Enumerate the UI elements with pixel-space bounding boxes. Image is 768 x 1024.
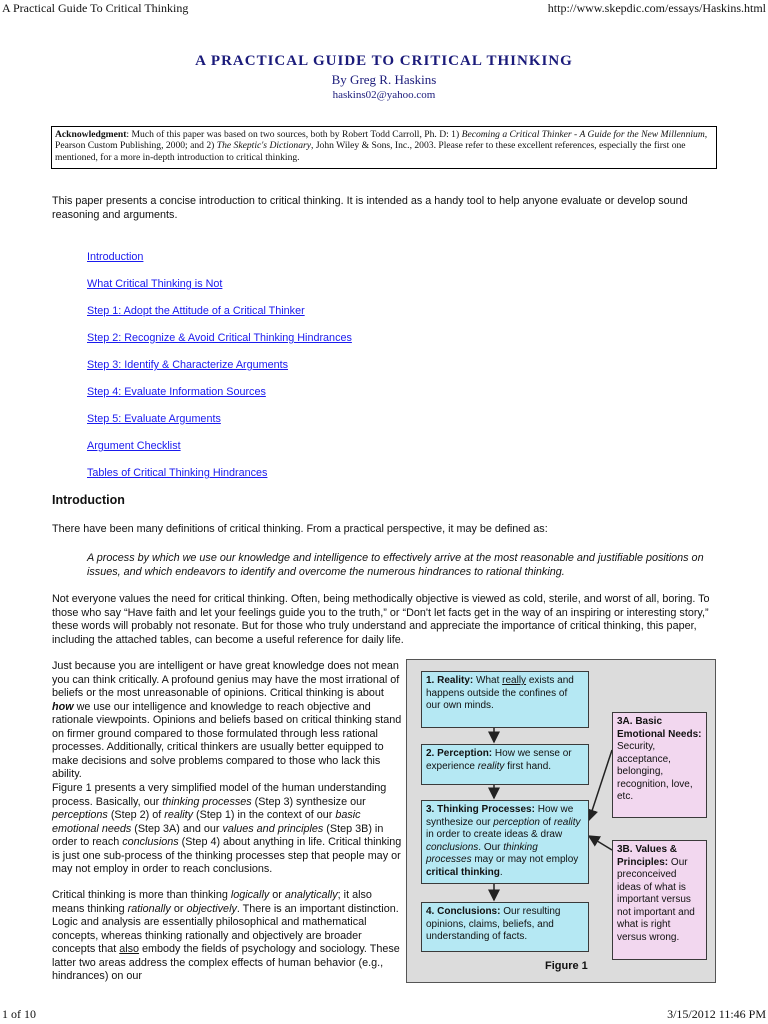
text: we use our intelligence and knowledge to reach objective and rationale viewpoints. Opinions and beliefs based on critical thinking stand on firmer ground compared to those formulated through less rational processes. Additionally, critical thinkers are usually better equipped to make decisions and solve problems compared to those who lack this ability. — [52, 700, 402, 780]
arrow-3a-to-3 — [589, 750, 612, 820]
arrow-3b-to-3 — [589, 836, 612, 850]
text: Figure 1 presents a very simplified model of the human understanding process. Basically, our — [52, 782, 387, 808]
paragraph: Not everyone values the need for critical thinking. Often, being methodically objective is viewed as cold, sterile, and worst of all, boring. To those who say “Have faith and let your feelings guide you to the truth,” or “Don't let facts get in the way of an inspiring or interesting story,” these words will probably not resonate. But for those who truly understand and appreciate the importance of critical thinking, this paper, including the attached tables, can become a useful reference for daily life. — [52, 593, 710, 646]
emphasis: analytically — [284, 889, 338, 901]
box-emphasis: thinking processes — [426, 841, 538, 865]
intro-paragraph: This paper presents a concise introduction to critical thinking. It is intended as a handy tool to help anyone evaluate or develop sound reasoning and arguments. — [52, 195, 688, 221]
box-text: may or may not employ — [471, 854, 579, 865]
box-text: Our preconceived ideas of what is important versus not important and what is right versus wrong. — [617, 856, 695, 943]
reality-box — [421, 671, 589, 728]
box-text: How we synthesize our — [426, 804, 574, 828]
ack-text: , Pearson Custom Publishing, 2000; and 2) — [55, 129, 708, 152]
page-header — [0, 0, 768, 18]
text: (Step 2) of — [107, 809, 165, 821]
text: (Step 1) in the context of our — [193, 809, 336, 821]
emphasis: rationally — [127, 902, 171, 915]
ack-book2: The Skeptic's Dictionary — [216, 140, 312, 152]
section-heading: Introduction — [52, 493, 125, 507]
acknowledgment-box — [51, 126, 717, 169]
emphasis: also — [119, 943, 140, 955]
emphasis: logically — [230, 889, 270, 901]
box-text: of — [539, 816, 554, 828]
toc-link-not[interactable]: What Critical Thinking is Not — [87, 278, 223, 290]
emphasis: conclusions — [122, 836, 179, 848]
emphasis: basic emotional needs — [52, 809, 361, 835]
ack-text: , John Wiley & Sons, Inc., 2003. Please refer to these excellent references, especially the first one mentioned, for a more in-depth introduction to critical thinking. — [55, 140, 686, 163]
box-title: 3B. Values & Principles: — [617, 844, 678, 868]
toc-link-step5[interactable]: Step 5: Evaluate Arguments — [87, 413, 221, 425]
toc-link-step2[interactable]: Step 2: Recognize & Avoid Critical Thinking Hindrances — [87, 332, 352, 344]
values-principles-box — [612, 840, 707, 960]
box-title: 3. Thinking Processes: — [426, 804, 535, 815]
author-email: haskins02@yahoo.com — [332, 89, 436, 101]
box-emphasis: perception — [493, 816, 540, 828]
text: Critical thinking is more than thinking — [52, 889, 231, 901]
toc-link-tables[interactable]: Tables of Critical Thinking Hindrances — [87, 467, 268, 479]
figure-caption: Figure 1 — [545, 960, 588, 972]
ack-book1: Becoming a Critical Thinker - A Guide for the New Millennium — [461, 129, 705, 140]
emphasis: how — [52, 700, 74, 713]
text: (Step 3A) and our — [131, 822, 223, 835]
box-emphasis: conclusions — [426, 841, 479, 853]
definition-quote: A process by which we use our knowledge and intelligence to effectively arrive at the most reasonable and justifiable positions on issues, and which endeavors to identify and overcome the numerous hindrances to rational thinking. — [87, 552, 704, 578]
box-emphasis: really — [502, 675, 527, 686]
paragraph — [52, 782, 402, 877]
box-title: 1. Reality: — [426, 675, 474, 686]
text: (Step 3) synthesize our — [251, 795, 366, 808]
page-number: 1 of 10 — [2, 1007, 36, 1021]
print-timestamp: 3/15/2012 11:46 PM — [667, 1007, 766, 1021]
toc-link-step1[interactable]: Step 1: Adopt the Attitude of a Critical Thinker — [87, 305, 305, 317]
toc-link-step4[interactable]: Step 4: Evaluate Information Sources — [87, 386, 266, 398]
text: (Step 3B) in order to reach — [52, 822, 384, 848]
text: Just because you are intelligent or have great knowledge does not mean you can think critically. A profound genius may have the most irrational of beliefs or the most unreasonable of opinions. Critical thinking is about — [52, 660, 400, 699]
box-title: 3A. Basic Emotional Needs: — [617, 716, 702, 740]
perception-box — [421, 744, 589, 785]
emphasis: values and principles — [222, 822, 324, 835]
ack-label: Acknowledgment — [55, 129, 127, 140]
thinking-processes-box — [421, 800, 589, 884]
box-text: What — [473, 675, 503, 686]
toc-link-checklist[interactable]: Argument Checklist — [87, 440, 181, 452]
box-emphasis: reality — [477, 760, 505, 772]
box-text: . Our — [478, 841, 504, 853]
emotional-needs-box — [612, 712, 707, 818]
header-title: A Practical Guide To Critical Thinking — [2, 1, 189, 15]
text: (Step 4) about anything in life. Critical thinking is just one sub-process of the thinking processes step that people may or may not employ in order to reach conclusions. — [52, 836, 402, 875]
conclusions-box — [421, 902, 589, 952]
page-footer — [0, 1007, 768, 1024]
text: or — [170, 902, 187, 915]
paragraph — [52, 660, 402, 782]
document-title: A PRACTICAL GUIDE TO CRITICAL THINKING — [195, 53, 573, 69]
emphasis: reality — [164, 809, 194, 821]
definition-intro: There have been many definitions of critical thinking. From a practical perspective, it may be defined as: — [52, 523, 548, 535]
emphasis: thinking processes — [162, 795, 252, 808]
text: . There is an important distinction. Logic and analysis are essentially philosophical and mathematical concepts, whereas thinking rationally and objectively are broader concepts that — [52, 902, 399, 955]
text: embody the fields of psychology and sociology. These latter two areas address the complex effects of human behavior (e.g., hindrances) on our — [52, 943, 400, 982]
box-title: 2. Perception: — [426, 748, 493, 759]
box-emphasis: reality — [553, 816, 581, 828]
header-url: http://www.skepdic.com/essays/Haskins.html — [547, 1, 766, 15]
paragraph — [52, 889, 402, 984]
box-title: 4. Conclusions: — [426, 906, 501, 917]
document-author: By Greg R. Haskins — [331, 72, 437, 87]
box-text: in order to create ideas & draw — [426, 829, 563, 840]
ack-text: : Much of this paper was based on two sources, both by Robert Todd Carroll, Ph. D: 1) — [126, 129, 462, 140]
box-text: Security, acceptance, belonging, recognition, love, etc. — [617, 741, 693, 802]
emphasis: perceptions — [52, 809, 108, 821]
figure-1-diagram — [406, 659, 716, 983]
text: or — [269, 889, 285, 901]
box-text: . — [499, 866, 503, 878]
box-strong: critical thinking — [426, 866, 500, 878]
box-text: first hand. — [504, 760, 552, 772]
emphasis: objectively — [186, 902, 237, 915]
box-text: exists and happens outside the confines of our own minds. — [426, 675, 574, 711]
toc-link-step3[interactable]: Step 3: Identify & Characterize Arguments — [87, 359, 289, 371]
toc-link-introduction[interactable]: Introduction — [87, 251, 144, 263]
box-text: How we sense or experience — [426, 748, 572, 772]
box-text: Our resulting opinions, claims, beliefs, and understanding of facts. — [426, 906, 561, 942]
text: ; it also means thinking — [52, 889, 372, 915]
